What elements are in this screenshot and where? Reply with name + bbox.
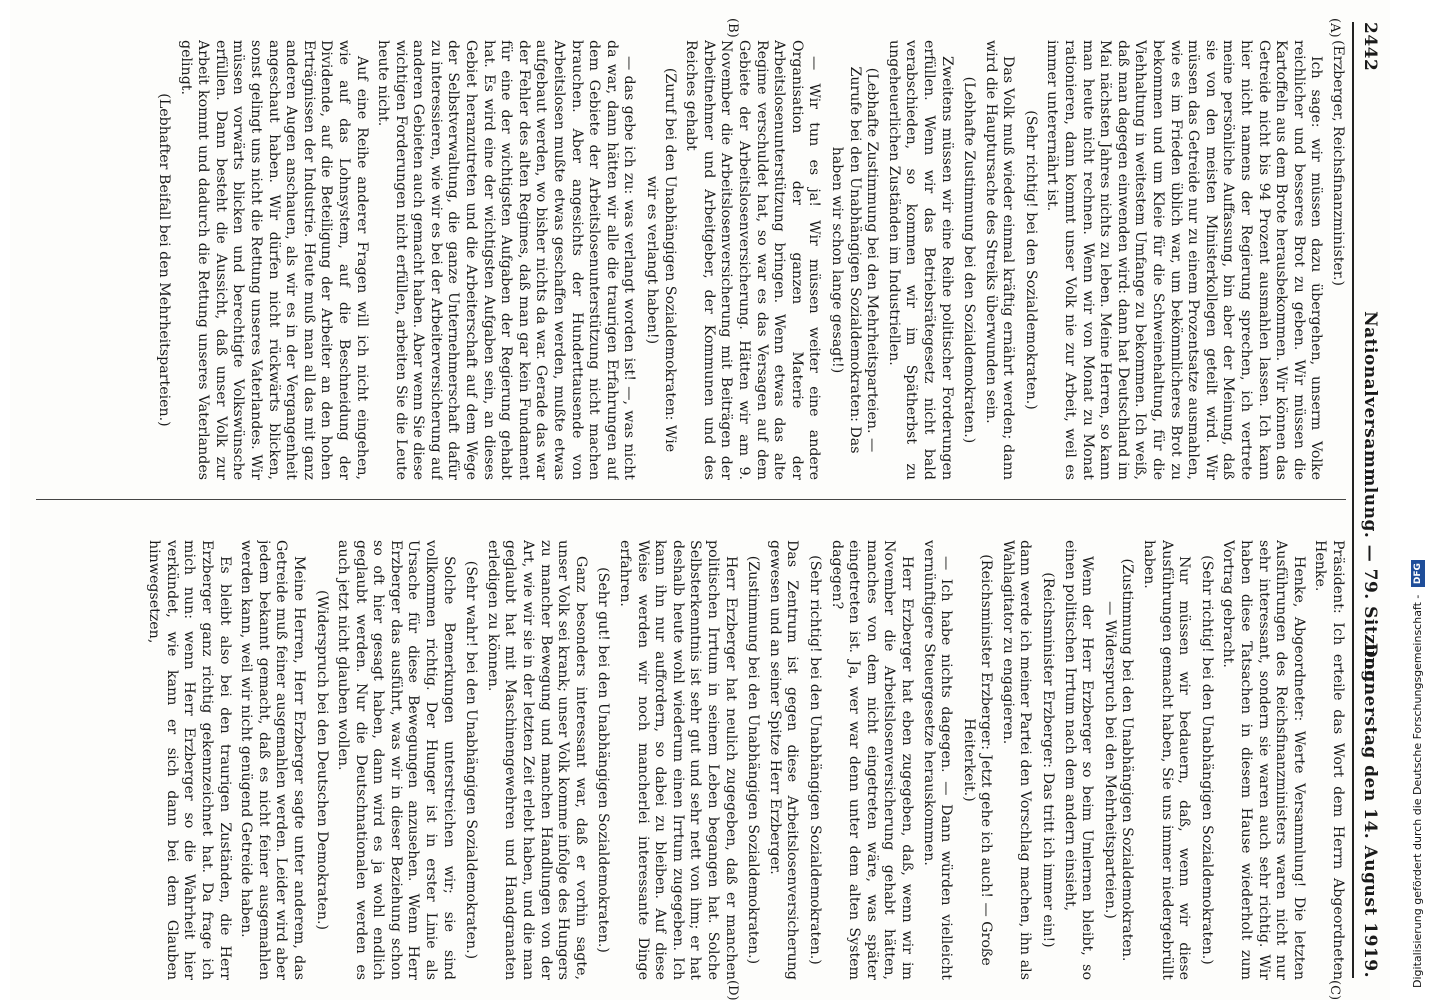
paragraph: Das Volk muß wieder einmal kräftig ernährt werden; dann wird die Hauptursache des Streiks überwunden sein. <box>982 40 1017 480</box>
interjection: (Zustimmung bei den Unabhängigen Sozialdemokraten.) <box>745 555 762 965</box>
paragraph: — Ich habe nichts dagegen. — Dann würden vielleicht vernünftigere Steuergesetze herauskommen. <box>920 540 955 980</box>
interjection: (Sehr richtig! bei den Unabhängigen Sozialdemokraten.) <box>806 555 823 965</box>
interjection: (Lebhafter Beifall bei den Mehrheitsparteien.) <box>156 93 172 427</box>
dfg-logo-icon: DFG <box>1411 560 1425 587</box>
paragraph: (Erzberger, Reichsfinanzminister.) <box>1330 40 1346 287</box>
paragraph: Herr Erzberger hat neulich zugegeben, daß er manchen politischen Irrtum in seinem Leben begangen hat. Solche Selbsterkenntnis ist sehr gut und sehr nett von ihm; er hat deshalb heute wohl wiederum einen Irrtum zugegeben. Ich kann ihn nur auffordern, so dabei zu bleiben. Auf diese Weise werden wir noch mancherlei interessante Dinge erfahren. <box>617 540 739 980</box>
interjection: (Sehr gut! bei den Unabhängigen Sozialdemokraten.) <box>595 567 612 953</box>
paragraph: Auf eine Reihe anderer Fragen will ich nicht eingehen, wie auf das Lohnsystem, auf die Beschneidung der Dividende, auf die Beteiligung der Arbeiter an den hohen Erträgnissen der Industrie. Heute muß man all das mit ganz anderen Augen anschauen, als wir es in der Vergangenheit angeschaut haben. Wir dürfen nicht rückwärts blicken, sonst gelingt uns nicht die Rettung unseres Vaterlandes. Wir müssen vorwärts blicken und berechtigte Volkswünsche erfüllen. Dann besteht die Aussicht, daß unser Volk zur Arbeit kommt und dadurch die Rettung unseres Vaterlandes gelingt. <box>177 40 370 480</box>
document-page <box>10 0 1390 1000</box>
digitization-footer <box>1406 0 1430 1000</box>
interjection: (Zuruf bei den Unabhängigen Sozialdemokraten: Wie wir es verlangt haben!) <box>644 67 678 453</box>
margin-mark-b: (B) <box>725 18 740 38</box>
footer-credit: Digitalisierung gefördert durch die Deutsche Forschungsgemeinschaft - <box>1411 594 1424 988</box>
session-date: Donnerstag den 14. August 1919. <box>1360 642 1380 978</box>
paragraph: — Wir tun es ja! Wir müssen weiter eine andere Organisation der ganzen Materie der Arbeitslosenunterstützung bringen. Wenn etwas das alte Regime verschuldet hat, so war es das Versagen auf dem Gebiete der Arbeitslosenversicherung. Hätten wir am 9. November die Arbeitslosenversicherung mit Beiträgen der Arbeitnehmer und Arbeitgeber, der Kommunen und des Reiches gehabt <box>683 40 823 480</box>
interjection: (Reichsminister Erzberger: Jetzt gehe ich auch! — Große Heiterkeit.) <box>960 554 995 966</box>
paragraph: Ich sage: wir müssen dazu übergehen, unserm Volke reichlicher und besseres Brot zu geben. Wir müssen die Kartoffeln aus dem Brote herausbekommen. Wir können das Getreide nicht bis 94 Prozent ausmahlen lassen. Ich kann hier nicht namens der Regierung sprechen, ich vertrete meine persönliche Auffassung, bin aber der Meinung, daß sie von den meisten Ministerkollegen geteilt wird. Wir müssen das Getreide nur zu einem Prozentsatze ausmahlen, wie es im Frieden üblich war, um bekömmlicheres Brot zu bekommen und um Kleie für die Schweinehaltung, für die Viehhaltung in weitestem Umfange zu bekommen. Ich weiß, daß man dagegen einwenden wird: dann hat Deutschland im Mai nächsten Jahres nichts zu leben. Meine Herren, so kann man heute nicht rechnen. Wenn wir von Monat zu Monat rationieren, dann kommt unser Volk nie zur Arbeit, weil es immer unterernährt ist. <box>1044 40 1325 480</box>
paragraph: Das Zentrum ist gegen diese Arbeitslosenversicherung gewesen und an seiner Spitze Herr Erzberger. <box>766 540 801 980</box>
paragraph: Solche Bemerkungen unterstreichen wir; sie sind vollkommen richtig. Der Hunger ist in erster Linie als Ursache für diese Bewegungen anzusehen. Wenn Herr Erzberger das ausführt, was wir in dieser Beziehung schon so oft hier gesagt haben, dann wird es ja wohl endlich geglaubt werden. Nur die Deutschnationalen werden es auch jetzt nicht glauben wollen. <box>335 540 457 980</box>
interjection: (Lebhafte Zustimmung bei den Sozialdemokraten.) <box>961 76 978 444</box>
interjection: (Zustimmung bei den Unabhängigen Sozialdemokraten. — Widerspruch bei den Mehrheitsparteien.) <box>1101 558 1136 962</box>
paragraph: Nur müssen wir bedauern, daß, wenn wir diese Ausführungen gemacht haben, Sie uns immer niedergebrüllt haben. <box>1141 540 1193 980</box>
page-title: Nationalversammlung. — 79. Sitzung. <box>1360 311 1380 689</box>
page-header <box>1352 22 1384 978</box>
paragraph: Es bleibt also bei den traurigen Zuständen, die Herr Erzberger ganz richtig gekennzeichnet hat. Da frage ich mich nun: wenn Herr Erzberger so die Wahrheit hier verkündet, wie kann er sich dann bei dem Glauben hinwegsetzen, <box>146 540 233 980</box>
column-divider <box>36 499 1346 500</box>
right-column <box>26 540 1346 980</box>
paragraph: Wenn der Herr Erzberger so beim Umlernen bleibt, so einen politischen Irrtum nach dem andern einsieht, <box>1061 540 1096 980</box>
interjection: (Widerspruch bei den Deutschen Demokraten.) <box>313 589 330 931</box>
paragraph: dann werde ich meiner Partei den Vorschlag machen, ihn als Wahlagitator zu engagieren. <box>999 540 1034 980</box>
interjection: (Reichsminister Erzberger: Das tritt ich immer ein!) <box>1040 572 1057 948</box>
left-column <box>26 40 1346 480</box>
paragraph: Meine Herren, Herr Erzberger sagte unter anderem, das Getreide muß feiner ausgemahlen werden. Leider wird aber jedem bekannt gemacht, daß es nicht feiner ausgemahlen werden kann, weil wir nicht genügend Getreide haben. <box>238 540 307 980</box>
paragraph: Zweitens müssen wir eine Reihe politischer Forderungen erfüllen. Wenn wir das Betriebsrätegesetz nicht bald verabschieden, so kommen wir im Spätherbst zu ungeheuerlichen Zuständen im Industriellen. <box>885 40 955 480</box>
interjection: (Sehr richtig! bei den Sozialdemokraten.) <box>1022 110 1039 410</box>
margin-mark-a: (A) <box>1327 18 1342 38</box>
paragraph: — das gebe ich zu: was verlangt worden ist! —, was nicht da war, dann hätten wir alle die traurigen Erfahrungen auf dem Gebiete der Arbeitslosenunterstützung nicht machen brauchen. Aber angesichts der Hunderttausende von Arbeitslosen mußte etwas geschaffen werden, mußte etwas aufgebaut werden, wo bisher nichts da war. Gerade das war der Fehler des alten Regimes, daß man gar kein Fundament für eine der wichtigsten Aufgaben der Regierung gehabt hat. Es wird eine der wichtigsten Aufgaben sein, an dieses Gebiet heranzutreten und die Arbeiterschaft auf dem Wege der Selbstverwaltung, die ganze Unternehmerschaft dafür zu interessieren, wie wir es bei der Arbeiterversicherung auf anderen Gebieten auch gemacht haben. Aber wenn Sie diese wichtigen Forderungen nicht erfüllen, arbeiten Sie die Leute heute nicht. <box>375 40 638 480</box>
page-number: 2442 <box>1360 22 1380 72</box>
paragraph: Ganz besonders interessant war, daß er vorhin sagte, unser Volk sei krank; unser Volk komme infolge des Hungers zu mancher Bewegung und manchen Handlungen von der Art, wie wir sie in der letzten Zeit erlebt haben, und die man geglaubt hat mit Maschinengewehren und Handgranaten erledigen zu können. <box>484 540 589 980</box>
paragraph: Präsident: Ich erteile das Wort dem Herrn Abgeordneten Henke. <box>1312 540 1346 980</box>
margin-mark-c: (C) <box>1327 980 1342 1001</box>
paragraph: Henke, Abgeordneter: Werte Versammlung! Die letzten Ausführungen des Reichsfinanzministers waren nicht nur sehr interessant, sondern sie waren auch sehr richtig. Wir haben diese Tatsachen in diesem Hause wiederholt zum Vortrag gebracht. <box>1220 540 1307 980</box>
interjection: (Sehr richtig! bei den Unabhängigen Sozialdemokraten.) <box>1198 555 1215 965</box>
interjection: (Sehr wahr! bei den Unabhängigen Sozialdemokraten.) <box>463 560 480 960</box>
interjection: (Lebhafte Zustimmung bei den Mehrheitsparteien. — Zurufe bei den Unabhängigen Sozialdemokraten: Das haben wir schon lange gesagt!) <box>828 66 881 454</box>
margin-mark-d: (D) <box>725 980 740 1001</box>
paragraph: Herr Erzberger hat eben zugegeben, daß, wenn wir im November die Arbeitslosenversicherung gehabt hätten, manches von dem nicht eingetreten wäre, was später eingetreten ist. Ja, wer war denn unter dem alten System dagegen? <box>828 540 915 980</box>
